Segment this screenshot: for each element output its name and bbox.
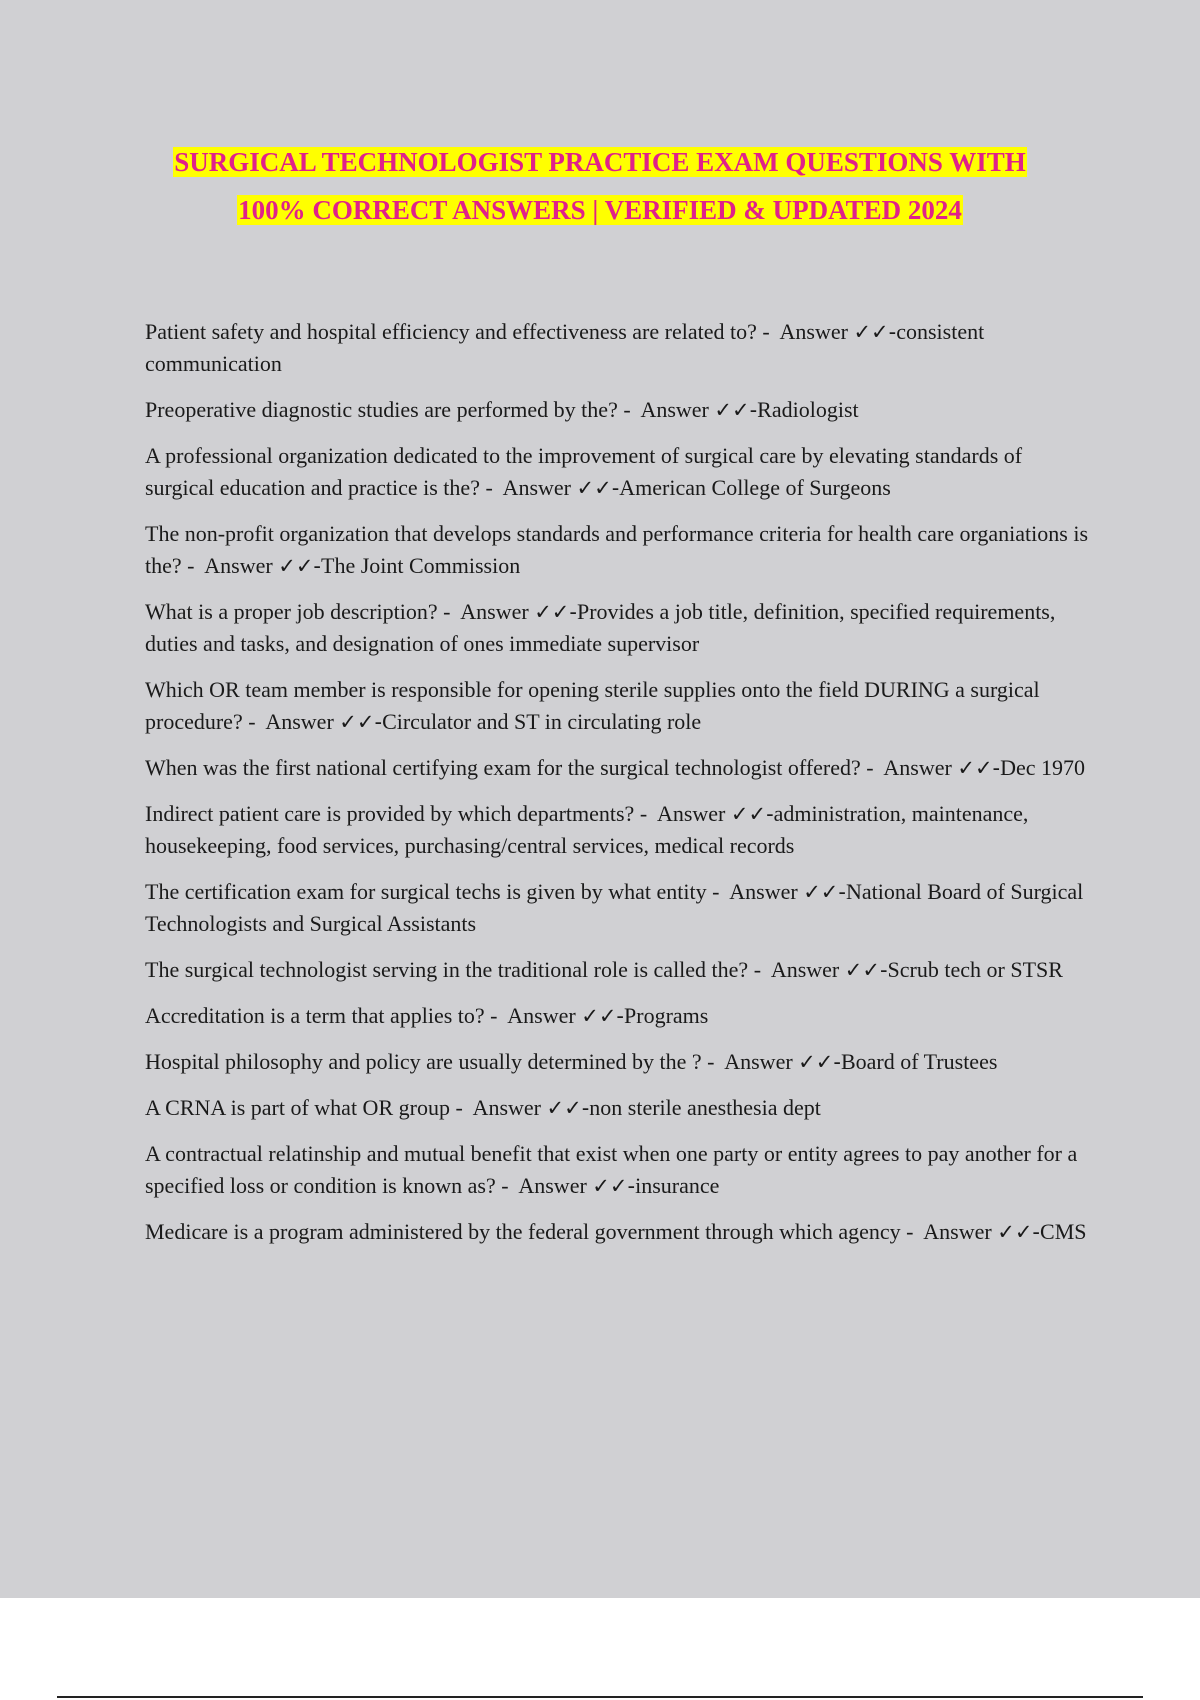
double-check-icon: ✓✓- [798, 1050, 841, 1074]
qa-item [145, 394, 1095, 426]
answer-label: Answer [502, 475, 572, 500]
double-check-icon: ✓✓- [339, 710, 383, 734]
answer-text: American College of Surgeons [619, 475, 891, 500]
answer-separator: - [495, 1173, 519, 1198]
answer-label: Answer [472, 1095, 542, 1120]
qa-item [145, 674, 1095, 738]
qa-item [145, 798, 1095, 862]
answer-label: Answer [883, 755, 952, 780]
double-check-icon: ✓✓- [844, 958, 888, 982]
question-text: Accreditation is a term that applies to? [145, 1003, 485, 1028]
double-check-icon: ✓✓- [581, 1004, 625, 1028]
question-text: The non-profit organization that develops standards and performance criteria for health care organiations is the? [145, 521, 1089, 578]
answer-separator: - [484, 1003, 508, 1028]
answer-separator: - [860, 755, 884, 780]
answer-text: Board of Trustees [840, 1049, 998, 1074]
qa-item [145, 316, 1095, 380]
title-line-1 [0, 138, 1200, 186]
double-check-icon: ✓✓- [714, 398, 758, 422]
answer-label: Answer [656, 801, 726, 826]
double-check-icon: ✓✓- [997, 1220, 1041, 1244]
qa-item [145, 1000, 1095, 1032]
double-check-icon: ✓✓- [546, 1096, 590, 1120]
question-text: What is a proper job description? [145, 599, 438, 624]
question-text: Medicare is a program administered by the federal government through which agency [145, 1219, 901, 1244]
qa-item [145, 1092, 1095, 1124]
qa-item [145, 954, 1095, 986]
question-text: Which OR team member is responsible for opening sterile supplies onto the field DURING a surgical procedure? [145, 677, 1040, 734]
answer-text: Radiologist [757, 397, 859, 422]
question-text: A contractual relatinship and mutual benefit that exist when one party or entity agrees to pay another for a specified loss or condition is known as? [145, 1141, 1078, 1198]
qa-item [145, 876, 1095, 940]
double-check-icon: ✓✓- [592, 1174, 636, 1198]
answer-separator: - [449, 1095, 473, 1120]
qa-item [145, 440, 1095, 504]
double-check-icon: ✓✓- [730, 802, 774, 826]
question-text: Hospital philosophy and policy are usually determined by the ? [145, 1049, 702, 1074]
answer-label: Answer [460, 599, 529, 624]
answer-separator: - [617, 397, 641, 422]
answer-text: insurance [635, 1173, 720, 1198]
question-text: Patient safety and hospital efficiency and effectiveness are related to? [145, 319, 757, 344]
answer-label: Answer [779, 319, 848, 344]
question-text: The surgical technologist serving in the traditional role is called the? [145, 957, 749, 982]
qa-item [145, 1216, 1095, 1248]
answer-label: Answer [729, 879, 798, 904]
question-text: Indirect patient care is provided by which departments? [145, 801, 635, 826]
answer-text: National Board of Surgical Technologists and Surgical Assistants [145, 879, 1084, 936]
answer-text: non sterile anesthesia dept [589, 1095, 821, 1120]
question-text: A professional organization dedicated to the improvement of surgical care by elevating standards of surgical education and practice is the? [145, 443, 1023, 500]
title-line-1-text: SURGICAL TECHNOLOGIST PRACTICE EXAM QUESTIONS WITH [174, 147, 1026, 177]
answer-text: Dec 1970 [1000, 755, 1086, 780]
title-line-2-text: 100% CORRECT ANSWERS | VERIFIED & UPDATED 2024 [238, 195, 962, 225]
answer-text: Circulator and ST in circulating role [382, 709, 702, 734]
document-title [0, 138, 1200, 234]
answer-separator: - [701, 1049, 725, 1074]
answer-separator: - [181, 553, 205, 578]
double-check-icon: ✓✓- [534, 600, 577, 624]
answer-label: Answer [518, 1173, 587, 1198]
answer-label: Answer [770, 957, 840, 982]
qa-item [145, 596, 1095, 660]
answer-label: Answer [724, 1049, 793, 1074]
page-bottom-margin [0, 1598, 1200, 1700]
qa-item [145, 518, 1095, 582]
answer-separator: - [706, 879, 730, 904]
answer-text: Provides a job title, definition, specified requirements, duties and tasks, and designation of ones immediate supervisor [145, 599, 1056, 656]
answer-text: Programs [624, 1003, 709, 1028]
answer-label: Answer [923, 1219, 992, 1244]
answer-label: Answer [265, 709, 334, 734]
answer-separator: - [242, 709, 266, 734]
answer-label: Answer [204, 553, 273, 578]
answer-separator: - [437, 599, 461, 624]
question-text: The certification exam for surgical techs is given by what entity [145, 879, 707, 904]
double-check-icon: ✓✓- [576, 476, 620, 500]
answer-text: administration, maintenance, housekeeping, food services, purchasing/central services, medical records [145, 801, 1029, 858]
answer-separator: - [756, 319, 780, 344]
title-line-2 [0, 186, 1200, 234]
question-answer-list [145, 316, 1095, 1262]
question-text: When was the first national certifying exam for the surgical technologist offered? [145, 755, 861, 780]
qa-item [145, 1046, 1095, 1078]
footer-divider [57, 1696, 1143, 1698]
answer-text: Scrub tech or STSR [887, 957, 1063, 982]
answer-separator: - [479, 475, 503, 500]
qa-item [145, 1138, 1095, 1202]
double-check-icon: ✓✓- [853, 320, 897, 344]
answer-text: consistent communication [145, 319, 985, 376]
answer-separator: - [634, 801, 657, 826]
double-check-icon: ✓✓- [957, 756, 1001, 780]
answer-text: CMS [1040, 1219, 1087, 1244]
question-text: Preoperative diagnostic studies are performed by the? [145, 397, 618, 422]
answer-separator: - [900, 1219, 924, 1244]
answer-label: Answer [507, 1003, 576, 1028]
answer-text: The Joint Commission [321, 553, 521, 578]
double-check-icon: ✓✓- [803, 880, 846, 904]
qa-item [145, 752, 1095, 784]
question-text: A CRNA is part of what OR group [145, 1095, 450, 1120]
double-check-icon: ✓✓- [278, 554, 321, 578]
answer-label: Answer [640, 397, 709, 422]
answer-separator: - [748, 957, 771, 982]
